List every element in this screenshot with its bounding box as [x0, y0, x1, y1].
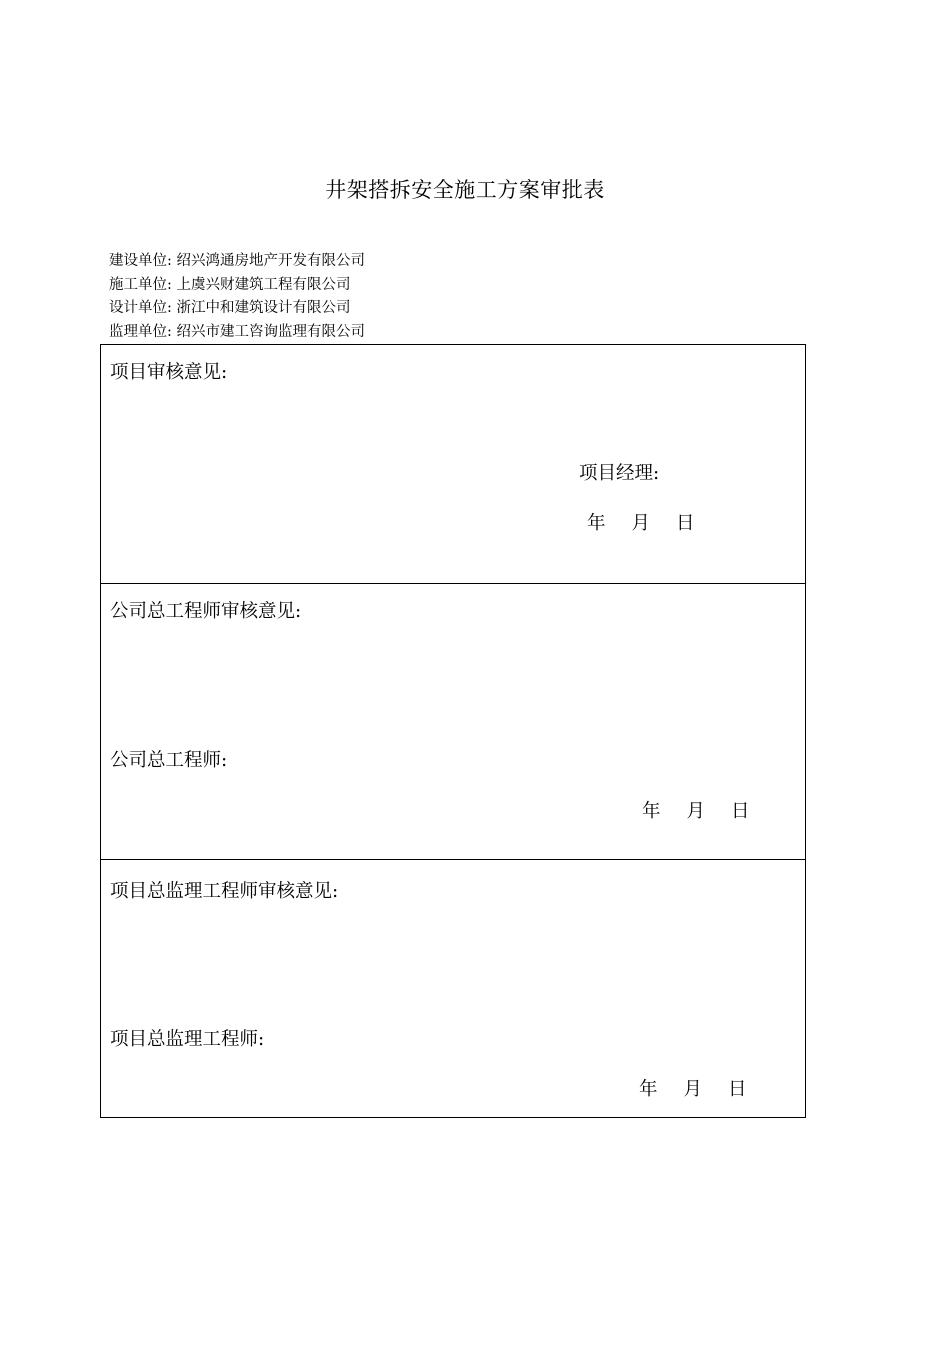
- chief-supervisor-review-section: [101, 859, 805, 1118]
- date-year: 年: [587, 513, 606, 534]
- builder-unit-label: 施工单位:: [109, 276, 172, 293]
- design-unit-value: 浙江中和建筑设计有限公司: [176, 300, 351, 316]
- date-month: 月: [631, 513, 651, 534]
- date-day: 日: [676, 513, 695, 534]
- date-month: 月: [686, 801, 706, 822]
- chief-engineer-review-date: [642, 797, 750, 823]
- date-year: 年: [642, 801, 661, 822]
- builder-unit-line: [109, 274, 365, 298]
- construction-unit-label: 建设单位:: [109, 253, 172, 269]
- design-unit-label: 设计单位:: [109, 300, 172, 316]
- chief-supervisor-opinion-label: 项目总监理工程师审核意见:: [110, 881, 339, 902]
- project-review-section: [101, 345, 805, 583]
- page-title: 井架搭拆安全施工方案审批表: [325, 178, 605, 202]
- supervision-unit-label: 监理单位:: [109, 323, 172, 340]
- chief-engineer-review-section: [101, 583, 805, 860]
- project-manager-signature-label: 项目经理:: [579, 463, 660, 484]
- project-info-block: [109, 250, 365, 344]
- date-day: 日: [728, 1079, 747, 1100]
- chief-supervisor-review-date: [639, 1075, 747, 1101]
- approval-table: [100, 344, 806, 1118]
- construction-unit-line: [109, 250, 365, 274]
- date-day: 日: [731, 801, 750, 822]
- builder-unit-value: 上虞兴财建筑工程有限公司: [176, 276, 351, 293]
- design-unit-line: [109, 297, 365, 321]
- supervision-unit-value: 绍兴市建工咨询监理有限公司: [176, 323, 365, 340]
- date-month: 月: [683, 1079, 703, 1100]
- supervision-unit-line: [109, 321, 365, 345]
- construction-unit-value: 绍兴鸿通房地产开发有限公司: [176, 253, 365, 269]
- chief-engineer-signature-label: 公司总工程师:: [110, 750, 228, 771]
- project-review-opinion-label: 项目审核意见:: [110, 362, 228, 383]
- project-review-date: [587, 509, 695, 535]
- date-year: 年: [639, 1079, 658, 1100]
- chief-engineer-opinion-label: 公司总工程师审核意见:: [110, 601, 302, 622]
- chief-supervisor-signature-label: 项目总监理工程师:: [110, 1029, 265, 1050]
